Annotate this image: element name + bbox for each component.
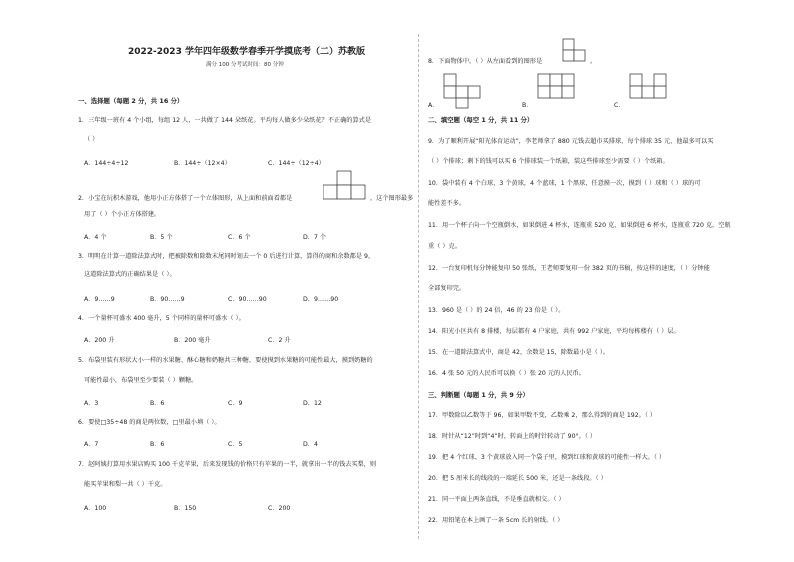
q8-option-a: A． (428, 102, 439, 109)
q3-option-b: B．90……9 (150, 296, 185, 303)
q3-option-d: D．9……90 (303, 296, 339, 303)
question-9-line1: 9．为了顺利开展“阳光体育运动”，李老师拿了 880 元钱去超市买排球，每个排球 35 元，他最多可以买 (428, 138, 714, 145)
q1-option-c: C．144÷（12÷4） (268, 160, 325, 167)
page-subtitle: 满分 100 分考试时间：80 分钟 (206, 62, 284, 68)
q8-option-c: C． (614, 102, 625, 109)
q5-option-b: B．6 (150, 400, 165, 407)
q4-option-b: B．200 毫升 (174, 337, 211, 344)
question-13: 13．960 是（ ）的 24 倍，46 的 23 倍是（ ）。 (428, 307, 565, 314)
q8-option-b: B． (522, 102, 533, 109)
question-17: 17．甲数除以乙数等于 96，如果甲数不变，乙数乘 2，那么得到的商是 192。（ ） (428, 412, 657, 419)
question-20: 20．把 5 厘米长的线段的一端延长 500 米，还是一条线段。（ ） (428, 475, 607, 482)
q2-option-c: C．6 个 (228, 234, 251, 241)
q6-option-d: D．4 (303, 441, 318, 448)
page-title: 2022-2023 学年四年级数学春季开学摸底考（二）苏教版 (128, 47, 365, 57)
q1-option-a: A．144÷4÷12 (84, 160, 129, 167)
q4-option-c: C．2 升 (268, 337, 291, 344)
q8-option-c-cubes (628, 70, 674, 110)
section-choice-heading: 一、选择题（每题 2 分，共 16 分） (78, 97, 184, 105)
q2-option-b: B．5 个 (150, 234, 173, 241)
question-7-line1: 7．赵阿姨打算用水果店购买 100 千克苹果，后来发现钱的价格只有苹果的一半，就拿出一半的钱去买梨，则 (78, 461, 377, 468)
question-15: 15．在一道除法算式中，商是 42，余数是 15，除数最小是（ ）。 (428, 349, 610, 356)
question-1-line2: （ ） (84, 136, 99, 143)
question-5-line1: 5．布袋里装有形状大小一样的水果糖、酥心糖和奶糖共三种糖，要使摸到水果糖的可能性最大，摸到奶糖的 (78, 357, 373, 364)
q2-option-d: D．7 个 (303, 234, 327, 241)
question-21: 21．同一平面上两条直线，不是垂直就相交。（ ） (428, 496, 565, 503)
section-fill-heading: 二、填空题（每空 1 分，共 11 分） (428, 116, 534, 124)
question-1-line1: 1．三年级一班有 4 个小组，每组 12 人，一共做了 144 朵纸花。平均每人做多少朵纸花？不正确的算式是 (78, 117, 372, 124)
q6-option-c: C．5 (228, 441, 243, 448)
question-12-line2: 全部复印完。 (428, 285, 466, 292)
left-column (78, 0, 414, 562)
q5-option-d: D．12 (303, 400, 322, 407)
question-3-line1: 3．明明在计算一道除法算式时，把被除数和除数末尾同时划去一个 0 后进行计算，算得的商和余数都是 9， (78, 253, 375, 260)
q7-option-c: C．200 (268, 505, 291, 512)
question-14: 14．阳光小区共有 8 排楼，每层都有 4 户家庭，共有 992 户家庭，平均每栋楼有（ ）层。 (428, 328, 680, 335)
q1-option-b: B．144÷（12×4） (174, 160, 231, 167)
question-2-line2: 用了（ ）个小正方体搭建。 (84, 211, 161, 218)
q8-option-b-cubes (536, 70, 582, 110)
q7-option-a: A．100 (84, 505, 107, 512)
question-2-line1: 2．小宝在玩积木游戏，他用小正方体搭了一个立体图形，从上面和前面看都是 (78, 195, 293, 202)
q2-option-a: A．4 个 (84, 234, 107, 241)
q8-period: 。 (590, 58, 597, 65)
q8-view-shape (562, 38, 588, 66)
q5-option-a: A．3 (84, 400, 99, 407)
column-divider (418, 34, 419, 539)
question-8: 8．下面物体中，（ ）从左面看到的图形是 (428, 58, 543, 65)
question-16: 16．4 张 50 元的人民币可以换（ ）张 20 元的人民币。 (428, 370, 585, 377)
question-12-line1: 12．一台复印机每分钟能复印 50 张纸，王老师要复印一份 382 页的书稿，按这样的速度，（ ）分钟能 (428, 265, 710, 272)
question-5-line2: 可能性最小，布袋里至少要装（ ）颗糖。 (84, 377, 198, 384)
question-10-line1: 10．袋中装有 4 个白球，3 个黄球，4 个蓝球，1 个黑球，任意摸一次，摸到（ ）球和（ ）球的可 (428, 180, 701, 187)
q3-option-a: A．9……9 (84, 296, 115, 303)
q8-option-a-cubes (442, 70, 488, 110)
question-10-line2: 能性差不多。 (428, 200, 466, 207)
question-4: 4．一个量杯可盛水 400 毫升，5 个同样的量杯可盛水（ ）。 (78, 315, 245, 322)
q4-option-a: A．200 升 (84, 337, 115, 344)
question-7-line2: 能买苹果和梨一共（ ）千克。 (84, 481, 167, 488)
q2-view-shape (323, 170, 368, 202)
question-11-line2: 重（ ）克。 (428, 243, 461, 250)
q5-option-c: C．9 (228, 400, 243, 407)
question-19: 19．把 4 个红球、3 个黄球放入同一个袋子里，摸到红球和黄球的可能性一样大。（ ） (428, 454, 666, 461)
question-22: 22．用铅笔在本上画了一条 5cm 长的射线。（ ） (428, 517, 564, 524)
question-18: 18．时针从“12”时到“4”时，转面上的时针转动了 90°。（ ） (428, 433, 597, 440)
question-3-line2: 这道除法算式的正确结果是（ ）。 (84, 271, 176, 278)
question-9-line2: （ ）个排球；剩下的钱可以买 6 个排球装一个纸箱，装这些排球至少需要（ ）个纸箱。 (428, 158, 669, 165)
q6-option-a: A．7 (84, 441, 99, 448)
right-column (428, 0, 768, 562)
q3-option-c: C．90……90 (228, 296, 267, 303)
question-2-line1b: ，这个图形最多 (370, 195, 414, 202)
q6-option-b: B．6 (150, 441, 165, 448)
question-6: 6．要使□35÷48 的商是两位数，□里最小填（ ）。 (78, 419, 221, 426)
section-judge-heading: 三、判断题（每题 1 分，共 9 分） (428, 391, 529, 399)
question-11-line1: 11．用一个杯子向一个空瓶倒水，如果倒进 4 杯水，连瓶重 520 克，如果倒进 6 杯水，连瓶重 720 克，空瓶 (428, 222, 731, 229)
q7-option-b: B．150 (174, 505, 197, 512)
